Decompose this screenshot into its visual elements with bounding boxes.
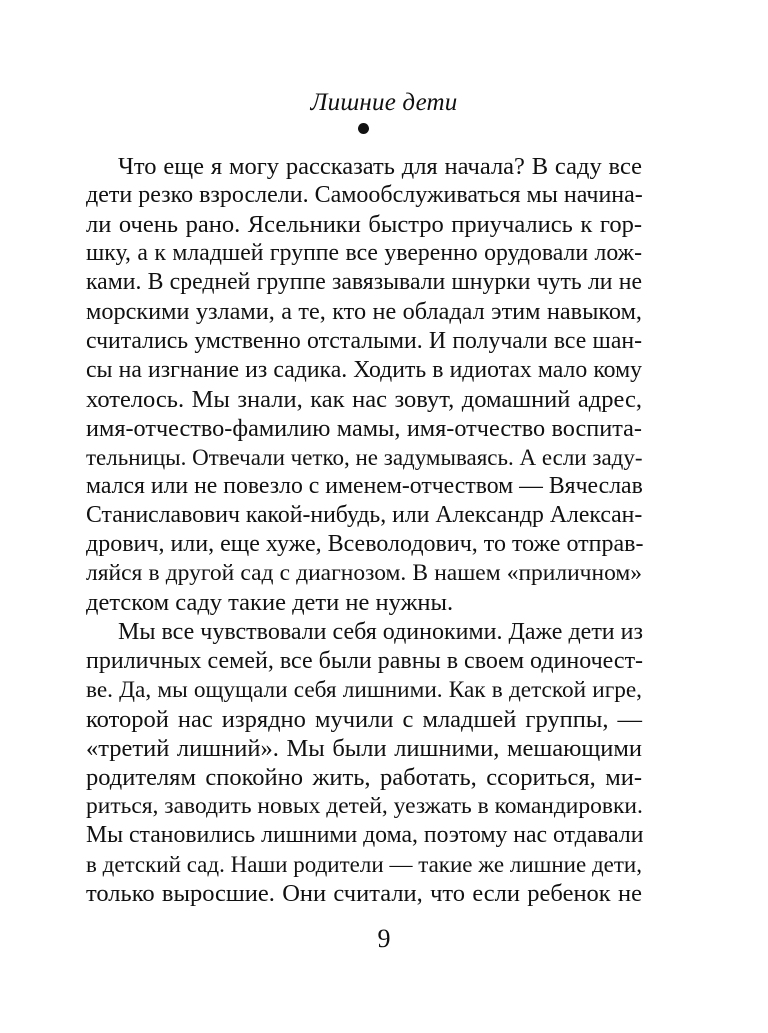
text-line: риться, заводить новых детей, уезжать в командировки. (86, 793, 643, 820)
paragraph (86, 152, 642, 618)
text-line: Что еще я могу рассказать для начала? В саду все (118, 153, 642, 180)
text-line: в детский сад. Наши родители — такие же лишние дети, (86, 852, 642, 878)
text-line: «третий лишний». Мы были лишними, мешающими (86, 734, 642, 762)
text-line: только выросшие. Они считали, что если ребенок не (86, 880, 642, 908)
text-line: считались умственно отсталыми. И получали все шан- (86, 327, 642, 354)
running-head: Лишние дети (310, 89, 458, 116)
text-line: приличных семей, все были равны в своем одиночест- (86, 647, 644, 674)
text-line: детском саду такие дети не нужны. (86, 589, 454, 617)
text-line: морскими узлами, а те, кто не обладал этим навыком, (86, 298, 642, 326)
text-line: тельницы. Отвечали четко, не задумываясь. А если заду- (86, 444, 643, 470)
bullet-ornament-icon (358, 123, 369, 134)
text-line: мался или не повезло с именем-отчеством — Вячеслав (86, 473, 643, 500)
text-line: имя-отчество-фамилию мамы, имя-отчество воспита- (86, 414, 642, 442)
text-line: Станиславович какой-нибудь, или Александр Алексан- (86, 502, 643, 529)
text-line: которой нас изрядно мучили с младшей группы, — (86, 705, 642, 733)
text-line: ли очень рано. Ясельники быстро приучались к гор- (86, 211, 642, 239)
text-line: ве. Да, мы ощущали себя лишними. Как в детской игре, (86, 676, 642, 703)
body-text (86, 152, 642, 908)
paragraph (86, 618, 642, 909)
text-line: шку, а к младшей группе все уверенно орудовали лож- (86, 240, 642, 267)
text-line: ками. В средней группе завязывали шнурки чуть ли не (86, 269, 642, 296)
text-line: дети резко взрослели. Самообслуживаться мы начина- (86, 182, 643, 209)
text-line: хотелось. Мы знали, как нас зовут, домашний адрес, (86, 385, 642, 413)
text-line: сы на изгнание из садика. Ходить в идиотах мало кому (86, 356, 642, 383)
text-line: Мы становились лишними дома, поэтому нас отдавали (86, 822, 644, 849)
text-line: Мы все чувствовали себя одинокими. Даже дети из (118, 618, 643, 645)
page-number: 9 (377, 924, 391, 953)
text-line: родителям спокойно жить, работать, ссориться, ми- (86, 763, 642, 791)
text-line: ляйся в другой сад с диагнозом. В нашем «приличном» (86, 560, 642, 587)
text-line: дрович, или, еще хуже, Всеволодович, то тоже отправ- (86, 531, 644, 558)
